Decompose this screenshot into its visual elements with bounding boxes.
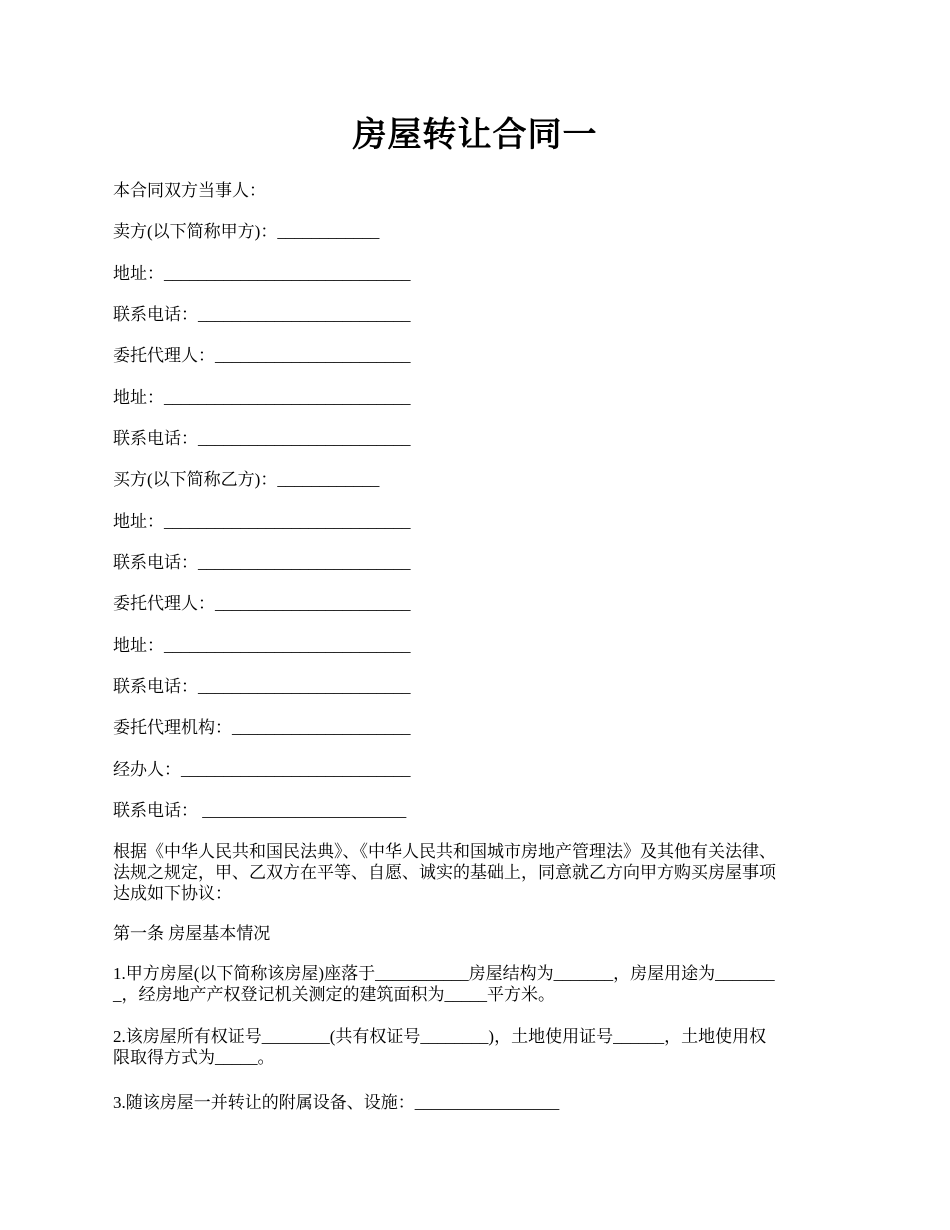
clause-1-paragraph: 1.甲方房屋(以下简称该房屋)座落于___________房屋结构为_______，房屋用途为_______ _，经房地产产权登记机关测定的建筑面积为_____平方米。 <box>113 964 775 1004</box>
clause-2-paragraph: 2.该房屋所有权证号________(共有权证号________)，土地使用证号______，土地使用权 限取得方式为_____。 <box>113 1027 767 1067</box>
parties-intro: 本合同双方当事人： <box>113 181 266 200</box>
handler-line: 经办人：___________________________ <box>113 760 411 779</box>
buyer-line: 买方(以下简称乙方)：____________ <box>113 470 380 489</box>
buyer-agent-address-line: 地址：_____________________________ <box>113 636 411 655</box>
seller-agent-address-line: 地址：_____________________________ <box>113 388 411 407</box>
agency-phone-line: 联系电话： ________________________ <box>113 801 407 820</box>
seller-agent-phone-line: 联系电话：_________________________ <box>113 429 411 448</box>
buyer-phone-line: 联系电话：_________________________ <box>113 553 411 572</box>
preamble-paragraph: 根据《中华人民共和国民法典》、《中华人民共和国城市房地产管理法》及其他有关法律、 法规之规定，甲、乙双方在平等、自愿、诚实的基础上，同意就乙方向甲方购买房屋事项 达成如下协议： <box>113 842 776 903</box>
seller-phone-line: 联系电话：_________________________ <box>113 305 411 324</box>
agency-line: 委托代理机构：_____________________ <box>113 718 411 737</box>
buyer-address-line: 地址：_____________________________ <box>113 512 411 531</box>
clause-3-paragraph: 3.随该房屋一并转让的附属设备、设施：_________________ <box>113 1093 560 1112</box>
article-1-heading: 第一条 房屋基本情况 <box>113 924 271 943</box>
seller-agent-line: 委托代理人：_______________________ <box>113 346 411 365</box>
buyer-agent-phone-line: 联系电话：_________________________ <box>113 677 411 696</box>
document-title: 房屋转让合同一 <box>352 117 598 154</box>
seller-address-line: 地址：_____________________________ <box>113 264 411 283</box>
buyer-agent-line: 委托代理人：_______________________ <box>113 594 411 613</box>
seller-line: 卖方(以下简称甲方)：____________ <box>113 222 380 241</box>
